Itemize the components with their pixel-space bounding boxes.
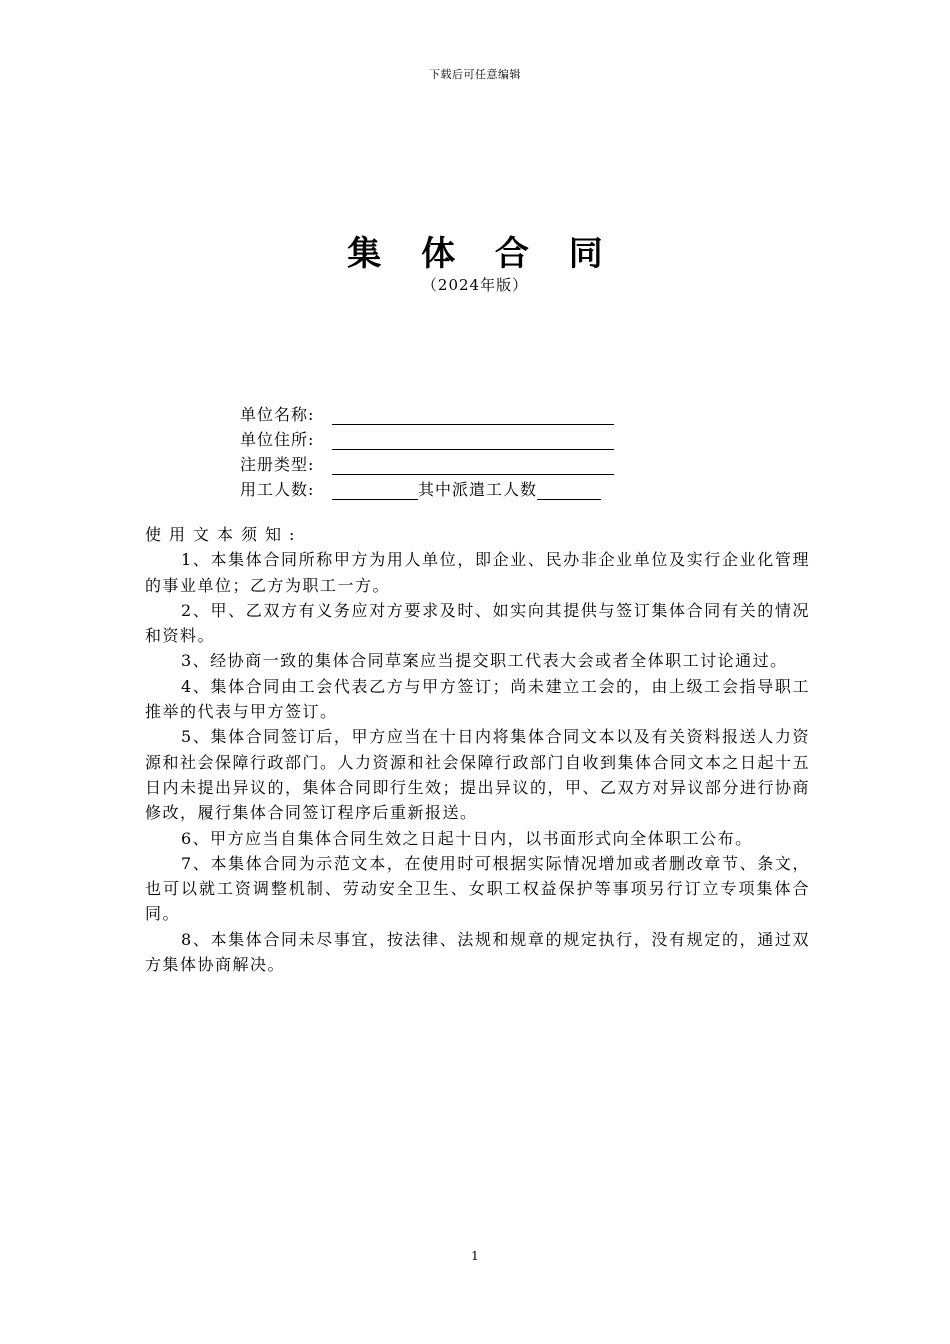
registration-type-blank[interactable] [332,456,614,475]
usage-notes-title: 使用文本须知: [145,525,303,544]
unit-address-blank[interactable] [332,431,614,450]
dispatched-count-label: 其中派遣工人数 [418,480,538,499]
unit-name-label: 单位名称: [240,405,315,424]
employee-count-blank[interactable] [332,481,418,500]
page-number: 1 [471,1249,479,1263]
note-item-2: 2、甲、乙双方有义务应对方要求及时、如实向其提供与签订集体合同有关的情况和资料。 [145,600,810,646]
note-item-7: 7、本集体合同为示范文本，在使用时可根据实际情况增加或者删改章节、条文，也可以就工资调整机制、劳动安全卫生、女职工权益保护等事项另行订立专项集体合同。 [145,853,810,924]
unit-name-blank[interactable] [332,406,614,425]
note-item-5: 5、集体合同签订后，甲方应当在十日内将集体合同文本以及有关资料报送人力资源和社会保障行政部门。人力资源和社会保障行政部门自收到集体合同文本之日起十五日内未提出异议的，集体合同即行生效；提出异议的，甲、乙双方对异议部分进行协商修改，履行集体合同签订程序后重新报送。 [145,727,811,823]
employee-count-label: 用工人数: [240,480,315,499]
dispatched-count-blank[interactable] [537,481,601,500]
employee-count-row [240,475,660,500]
unit-name-row [240,400,660,425]
note-item-3: 3、经协商一致的集体合同草案应当提交职工代表大会或者全体职工讨论通过。 [181,651,788,671]
unit-address-row [240,425,660,450]
document-title: 集 体 合 同 [347,234,617,274]
note-item-4: 4、集体合同由工会代表乙方与甲方签订；尚未建立工会的，由上级工会指导职工推举的代表与甲方签订。 [145,676,810,722]
unit-address-label: 单位住所: [240,430,315,449]
unit-info-form [240,400,660,500]
usage-notes [145,522,810,977]
registration-type-label: 注册类型: [240,455,315,474]
header-note: 下载后可任意编辑 [429,68,521,81]
note-item-1: 1、本集体合同所称甲方为用人单位，即企业、民办非企业单位及实行企业化管理的事业单位；乙方为职工一方。 [145,550,810,595]
registration-type-row [240,450,660,475]
note-item-6: 6、甲方应当自集体合同生效之日起十日内，以书面形式向全体职工公布。 [181,828,753,848]
note-item-8: 8、本集体合同未尽事宜，按法律、法规和规章的规定执行，没有规定的，通过双方集体协商解决。 [145,929,810,975]
document-edition: （2024年版） [421,276,529,294]
